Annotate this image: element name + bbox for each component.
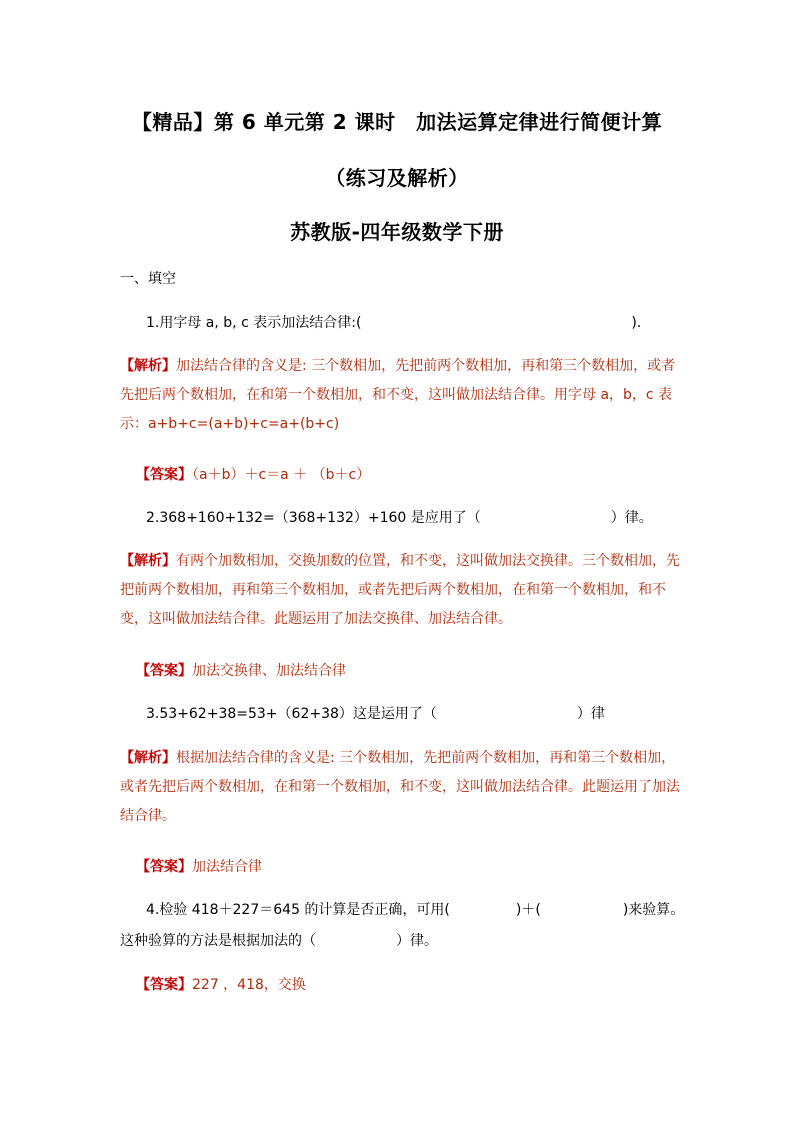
question-4-line2a: 这种验算的方法是根据加法的（: [120, 933, 316, 949]
question-4: [146, 897, 686, 923]
question-4-line2b: ）律。: [396, 933, 438, 949]
analysis-text: 根据加法结合律的含义是: 三个数相加，先把前两个数相加，再和第三个数相加，或者先把后两个数相加，在和第一个数相加，和不变，这叫做加法结合律。此题运用了加法结合律。: [120, 750, 680, 824]
answer-text: 227 ，418，交换: [192, 977, 306, 993]
answer-tag: 【答案】: [136, 859, 192, 875]
question-2: [146, 505, 686, 531]
section-heading: 一、填空: [120, 271, 176, 287]
question-3-text: 3.53+62+38=53+（62+38）这是运用了（: [146, 706, 437, 722]
question-2-text: 2.368+160+132=（368+132）+160 是应用了（: [146, 510, 481, 526]
question-2-close: ）律。: [610, 510, 653, 526]
analysis-text: 加法结合律的含义是: 三个数相加，先把前两个数相加，再和第三个数相加，或者先把后两个数相加，在和第一个数相加，和不变，这叫做加法结合律。用字母 a，b，c 表示：a+b+c=(a+b)+c=a+(b+c): [120, 358, 676, 432]
answer-text: 加法结合律: [192, 859, 262, 875]
question-4-answer: [136, 974, 306, 994]
question-1-analysis: [120, 352, 680, 439]
question-4-part2: )＋(: [515, 902, 541, 918]
question-3-answer: [136, 856, 262, 876]
document-title: 【精品】第 6 单元第 2 课时 加法运算定律进行简便计算: [131, 110, 663, 134]
answer-text: （a＋b）＋c＝a ＋ （b＋c）: [192, 467, 371, 483]
question-3-close: ）律: [576, 706, 605, 722]
question-4-part1: 4.检验 418＋227＝645 的计算是否正确，可用(: [146, 902, 450, 918]
question-3: [146, 701, 686, 727]
question-1: [146, 310, 686, 336]
question-4-line2: [120, 928, 438, 954]
question-1-answer: [136, 464, 370, 484]
document-subtitle: （练习及解析）: [325, 166, 469, 190]
analysis-text: 有两个加数相加，交换加数的位置，和不变，这叫做加法交换律。三个数相加，先把前两个数相加，再和第三个数相加，或者先把后两个数相加，在和第一个数相加，和不变，这叫做加法结合律。此题运用了加法交换律、加法结合律。: [120, 553, 680, 627]
answer-tag: 【答案】: [136, 977, 192, 993]
question-2-answer: [136, 660, 346, 680]
answer-text: 加法交换律、加法结合律: [192, 663, 346, 679]
analysis-tag: 【解析】: [120, 750, 176, 766]
answer-tag: 【答案】: [136, 467, 192, 483]
question-1-text: 1.用字母 a, b, c 表示加法结合律:(: [146, 315, 362, 331]
document-edition: 苏教版-四年级数学下册: [290, 220, 504, 244]
question-2-analysis: [120, 547, 680, 634]
question-4-part3: )来验算。: [622, 902, 685, 918]
question-3-analysis: [120, 744, 680, 831]
analysis-tag: 【解析】: [120, 553, 176, 569]
answer-tag: 【答案】: [136, 663, 192, 679]
question-1-close: )．: [631, 315, 651, 331]
analysis-tag: 【解析】: [120, 358, 176, 374]
